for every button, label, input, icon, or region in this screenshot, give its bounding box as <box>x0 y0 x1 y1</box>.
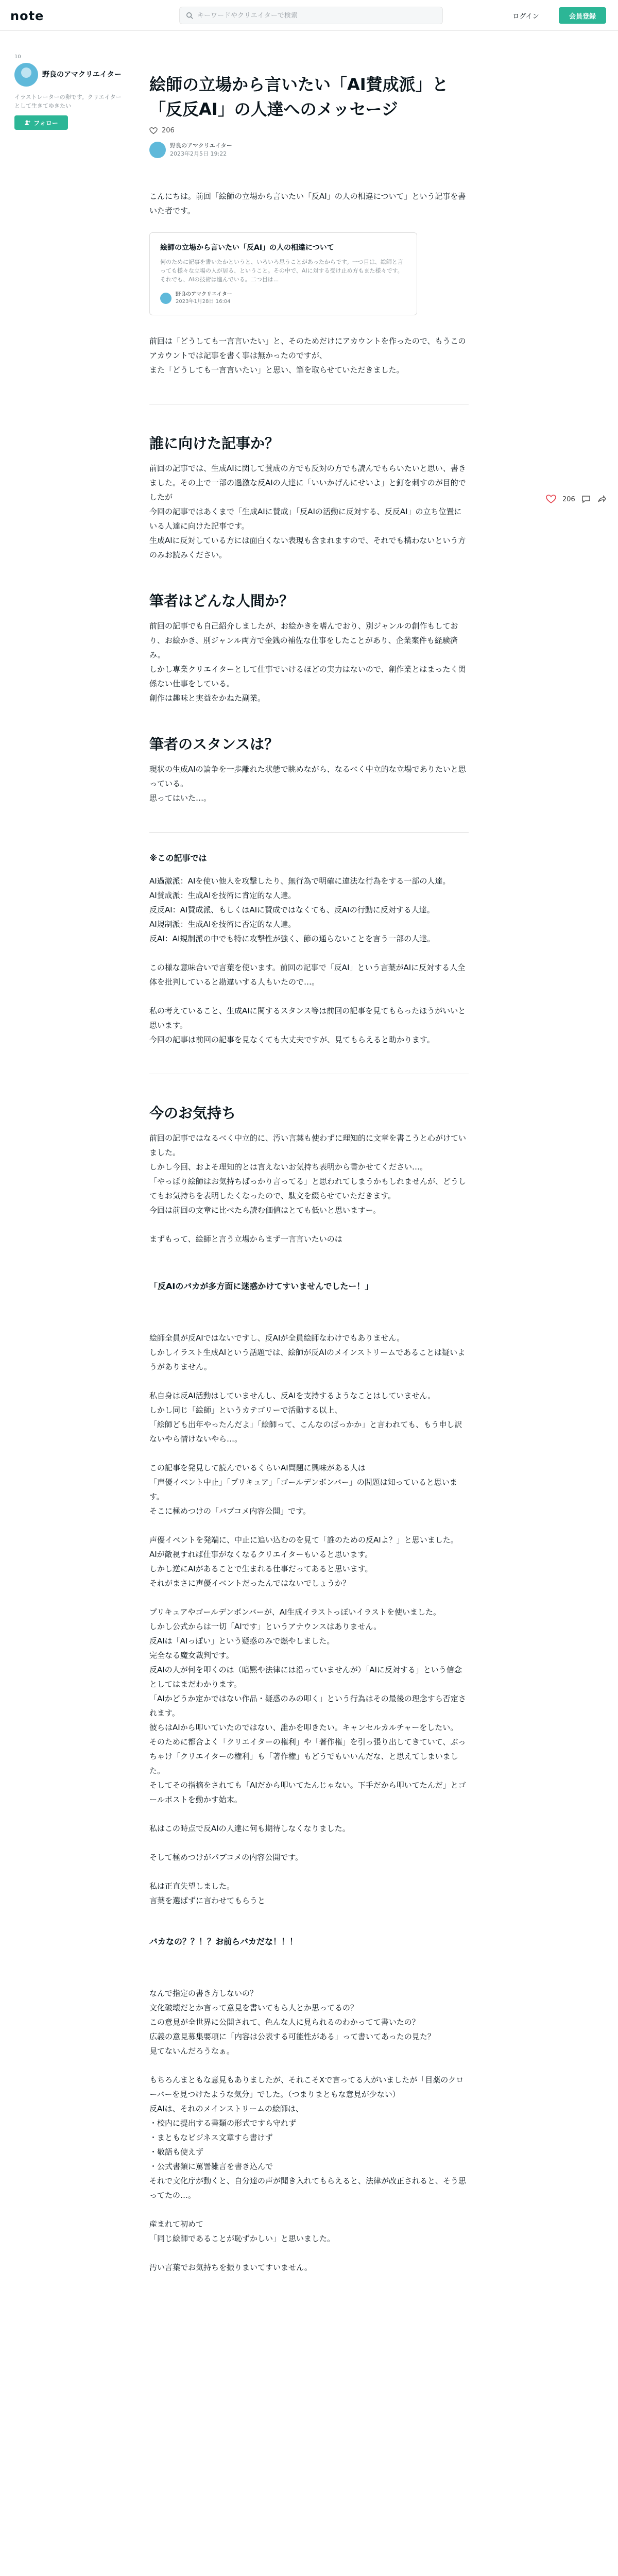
paragraph: 前回の記事でも自己紹介しましたが、お絵かきを嗜んでおり、別ジャンルの創作もしており、お絵かき、別ジャンル両方で金銭の補佐な仕事をしたことがあり、企業案件も経験済み。 しかし専業クリエイターとして仕事でいけるほどの実力はないので、創作業とはまったく関係ない仕事をしている。 創作は趣味と実益をかねた副業。 <box>149 621 466 703</box>
paragraph: 産まれて初めて 「同じ絵師であることが恥ずかしい」と思いました。 <box>149 2219 335 2243</box>
share-icon[interactable] <box>597 495 606 504</box>
signup-button[interactable]: 会員登録 <box>559 7 606 24</box>
embed-title: 絵師の立場から言いたい「反AI」の人の相違について <box>160 244 334 252</box>
heart-icon[interactable] <box>149 127 158 134</box>
embedded-article-card[interactable] <box>149 232 417 315</box>
author-row[interactable] <box>149 142 469 158</box>
divider <box>149 832 469 833</box>
article-body <box>149 72 469 2275</box>
creator-profile[interactable] <box>14 63 123 87</box>
paragraph: 声優イベントを発端に、中止に追い込むのを見て「誰のための反AIよ？」と思いました。 AIが敵視すれば仕事がなくなるクリエイターもいると思います。 しかし逆にAIがあることで生まれる仕事だってあると思います。 それがまさに声優イベントだったんではないでしょうか？ <box>149 1535 458 1588</box>
definitions-list: AI過激派：AIを使い他人を攻撃したり、無行為で明確に違法な行為をする一部の人達。 AI賛成派：生成AIを技術に肯定的な人達。 反反AI：AI賛成派、もしくはAIに賛成ではなくても、反AIの行動に反対する人達。 AI規制派：生成AIを技術に否定的な人達。 反AI：AI規制派の中でも特に攻撃性が強く、節の通らないことを言う一部の人達。 <box>149 876 451 943</box>
paragraph: 私の考えていること、生成AIに関するスタンス等は前回の記事を見てもらったほうがいいと思います。 今回の記事は前回の記事を見なくても大丈夫ですが、見てもらえると助かります。 <box>149 1006 466 1044</box>
search-icon <box>186 12 193 19</box>
creator-name[interactable]: 野良のアマクリエイター <box>42 71 122 79</box>
paragraph: プリキュアやゴールデンボンバーが、AI生成イラストっぽいイラストを使いました。 しかし公式からは一切「AIです」というアナウンスはありません。 反AIは「AIっぽい」という疑惑のみで燃やしました。 完全なる魔女裁判です。 反AIの人が何を叩くのは（暗黙や法律には沿っていませんが）「AIに反対する」という信念としてはまだわかります。 「AIかどうか定かではない作品・疑惑のみの叩く」という行為はその最後の理念すら否定されます。 彼らはAIから叩いていたのではない、誰かを叩きたい。キャンセルカルチャーをしたい。 そのために都合よく「クリエイターの権利」や「著作権」を引っ張り出してきていて、ぶっちゃけ「クリエイターの権利」も「著作権」もどうでもいいんだな、と思えてしまいました。 そしてその指摘をされても「AIだから叩いてたんじゃない。下手だから叩いてたんだ」とゴールポストを動かす始末。 <box>149 1607 466 1804</box>
author-avatar[interactable] <box>149 142 166 158</box>
embed-date: 2023年1月28日 16:04 <box>176 299 231 304</box>
like-row <box>149 127 469 134</box>
creator-sidebar <box>14 54 123 130</box>
subheading: ※この記事では <box>149 853 207 863</box>
embed-author-avatar <box>160 293 171 304</box>
paragraph: なんで指定の書き方しないの？ 文化破壊だとか言って意見を書いてもら人とか思ってるの？ この意見が全世界に公開されて、色んな人に見られるのわかってて書いたの？ 広義の意見募集要項に「内容は公表する可能性がある」って書いてあったの見た？ 見てないんだろうなぁ。 <box>149 1989 435 2056</box>
section-heading: 筆者はどんな人間か？ <box>149 592 294 609</box>
paragraph: そして極めつけがパブコメの内容公開です。 <box>149 1853 303 1862</box>
follow-label: フォロー <box>33 119 58 127</box>
author-name[interactable]: 野良のアマクリエイター <box>170 142 232 149</box>
creator-avatar[interactable] <box>14 63 38 87</box>
paragraph: 汚い言葉でお気持ちを振りまいてすいません。 <box>149 2263 312 2272</box>
like-count: 206 <box>562 495 575 503</box>
paragraph: 私は正直失望しました。 言葉を選ばずに言わせてもらうと <box>149 1882 266 1905</box>
paragraph: 現状の生成AIの論争を一歩離れた状態で眺めながら、なるべく中立的な立場でありたいと思っている。 思ってはいた…。 <box>149 765 466 803</box>
section-heading: 今のお気持ち <box>149 1105 236 1122</box>
embed-text: 何のために記事を書いたかというと、いろいろ思うことがあったからです。一つ目は、絵師と言っても様々な立場の人が居る、ということ。その中で、AIに対する受け止め方もまた様々です。それでも、AIの技術は進んでいる。二つ目は... <box>160 259 403 283</box>
follow-button[interactable] <box>14 115 68 130</box>
emphasis-heading: バカなの？？！？お前らバカだな！！！ <box>149 1937 298 1946</box>
paragraph: 前回は「どうしても一言言いたい」と、そのためだけにアカウントを作ったので、もうこのアカウントでは記事を書く事は無かったのですが、 また「どうしても一言言いたい」と思い、筆を取らせていただきました。 <box>149 336 466 375</box>
paragraph: もちろんまともな意見もありましたが、それこそXで言ってる人がいましたが「目薬のクローバーを見つけたような気分」でした。（つまりまともな意見が少ない） 反AIは、それのメインストリームの絵師は、 ・校内に提出する書類の形式ですら守れず ・まともなビジネス文章すら書けず ・敬語も使えず ・公式書類に罵詈雑言を書き込んで それで文化庁が動くと、自分達の声が聞き入れてもらえると、法律が改正されると、そう思ってたの…。 <box>149 2075 467 2200</box>
paragraph: 絵師全員が反AIではないですし、反AIが全員絵師なわけでもありません。 しかしイラスト生成AIという話題では、絵師が反AIのメインストリームであることは疑いようがありません。 <box>149 1333 466 1371</box>
paragraph: まずもって、絵師と言う立場からまず一言言いたいのは <box>149 1234 342 1244</box>
paragraph: 前回の記事では、生成AIに関して賛成の方でも反対の方でも読んでもらいたいと思い、書きました。その上で一部の過激な反AIの人達に「いいかげんにせいよ」と釘を刺すのが目的でしたが 今回の記事ではあくまで「生成AIに賛成」「反AIの活動に反対する、反反AI」の立ち位置にいる人達に向けた記事です。 生成AIに反対している方には面白くない表現も含まれますので、それでも構わないという方のみお読みください。 <box>149 464 466 560</box>
paragraph: 私自身は反AI活動はしていませんし、反AIを支持するようなことはしていません。 しかし同じ「絵師」というカテゴリーで活動する以上、 「絵師ども出年やったんだよ」「絵師って、こんなのばっかか」と言われても、もう申し訳ないやら情けないやら…。 <box>149 1391 462 1444</box>
paragraph: この様な意味合いで言葉を使います。前回の記事で「反AI」という言葉がAIに反対する人全体を批判していると勘違いする人もいたので…。 <box>149 963 466 987</box>
article-title: 絵師の立場から言いたい「AI賛成派」と「反反AI」の人達へのメッセージ <box>149 75 449 119</box>
section-heading: 筆者のスタンスは？ <box>149 736 279 753</box>
search-box[interactable] <box>179 7 443 24</box>
embed-author-name: 野良のアマクリエイター <box>176 292 232 297</box>
paragraph: 前回の記事ではなるべく中立的に、汚い言葉も使わずに理知的に文章を書こうと心がけていました。 しかし今回、およそ理知的とは言えないお気持ち表明から書かせてください…。 「やっぱり絵師はお気持ちばっかり言ってる」と思われてしまうかもしれませんが、どうしてもお気持ちを表明したくなったので、駄文を綴らせていただきます。 今回は前回の文章に比べたら読む価値はとても低いと思いますー。 <box>149 1133 467 1215</box>
login-button[interactable]: ログイン <box>507 7 544 24</box>
intro-paragraph: こんにちは。前回「絵師の立場から言いたい「反AI」の人の相違について」という記事を書いた者です。 <box>149 192 466 215</box>
paragraph: この記事を発見して読んでいるくらいAI問題に興味がある人は 「声優イベント中止」「プリキュア」「ゴールデンボンバー」の問題は知っていると思います。 そこに極めつけの「パブコメ内容公開」です。 <box>149 1463 457 1516</box>
like-count: 206 <box>162 127 175 134</box>
sidebar-badge: 10 <box>14 54 21 60</box>
paragraph: 私はこの時点で反AIの人達に何も期待しなくなりました。 <box>149 1824 350 1833</box>
section-heading: 誰に向けた記事か？ <box>149 435 280 452</box>
comment-icon[interactable] <box>581 495 591 504</box>
creator-description: イラストレーターの卵です。クリエイターとして生きてゆきたい <box>14 94 122 109</box>
author-meta <box>170 142 232 158</box>
publish-date: 2023年2月5日 19:22 <box>170 150 227 157</box>
emphasis-heading: 「反AIのバカが多方面に迷惑かけてすいませんでしたー！」 <box>149 1281 373 1291</box>
top-header <box>0 0 618 31</box>
heart-icon[interactable] <box>546 495 556 504</box>
search-input[interactable] <box>197 12 434 20</box>
floating-action-bar <box>546 495 606 504</box>
add-user-icon <box>24 120 30 126</box>
note-logo[interactable]: note <box>10 9 44 23</box>
embed-author <box>160 291 406 306</box>
